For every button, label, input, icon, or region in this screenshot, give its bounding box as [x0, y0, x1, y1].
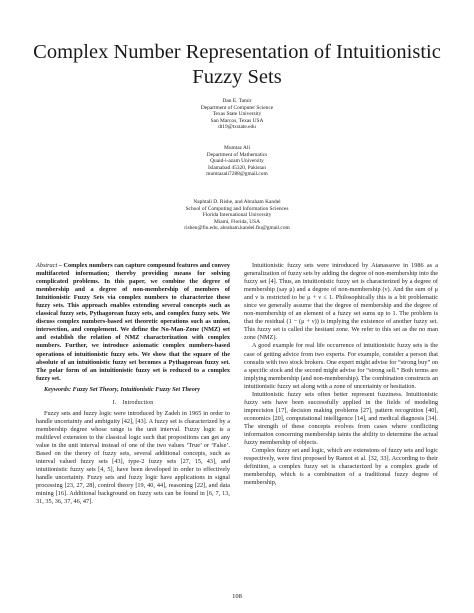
author-affiliation: School of Computing and Information Sciences	[185, 205, 289, 212]
author-name: Naphtali D. Rishe, and Abraham Kandel	[193, 199, 281, 205]
author-affiliation: Department of Mathematics	[206, 151, 268, 158]
section-heading-introduction: I. Introduction	[112, 399, 154, 406]
abstract-text: – Complex numbers can capture compound features and convey multifaceted information; thereby providing means for solving complicated problems. In this paper, we combine the degree of membership and a degree of non-membership of members of Intuitionistic Fuzzy Sets via complex numbers to characterize these fuzzy sets. This approach enables extending several concepts such as classical fuzzy sets, Pythagorean fuzzy sets, and complex fuzzy sets. We discuss complex numbers-based set theoretic operations such as union, intersection, and complement. We define the No-Man-Zone (NMZ) set and establish the relation of NMZ characterization with complex numbers. Further, we introduce axiomatic complex numbers-based operations of intuitionistic fuzzy sets. We show that the square of the absolute of an intuitionistic fuzzy set becomes a Pythagorean fuzzy set. The polar form of an intuitionistic fuzzy set is reduced to a complex fuzzy set.	[36, 262, 230, 382]
paper-title	[0, 40, 474, 90]
author-address: Miami, Florida, USA	[213, 218, 261, 225]
keywords: Keywords: Fuzzy Set Theory, Intuitionistic Fuzzy Set Theory	[44, 385, 201, 393]
body-paragraph: Fuzzy sets and fuzzy logic were introduced by Zadeh in 1965 in order to handle uncertainty and ambiguity [42], [43]. A fuzzy set is characterized by a membership degree whose range is the unit interval. Fuzzy logic is a multilevel extension to the classical logic such that propositions can get any value in the unit interval instead of one of the two values ‘True’ or ‘False’. Based on the theory of fuzzy sets, several additional concepts, such as interval valued fuzzy sets [43], type-2 fuzzy sets [27, 15, 43], and intuitionistic fuzzy sets [4, 5], have been developed in order to effectively handle uncertainty. Fuzzy sets and fuzzy logic have applications in signal processing [23, 27, 28], control theory [19, 40, 44], reasoning [22], and data mining [16]. Additional background on fuzzy sets can be found in [6, 7, 13, 31, 35, 36, 37, 46, 47].	[36, 409, 230, 506]
author-email: rishen@fiu.edu, abraham.kandel.fiu@gmail.com	[184, 225, 290, 232]
abstract-lead: Abstract	[36, 262, 58, 269]
page-number: 108	[232, 593, 242, 600]
left-column	[36, 262, 230, 506]
right-column	[244, 262, 438, 487]
author-affiliation: Department of Computer Science	[200, 104, 274, 111]
body-paragraph: Complex fuzzy set and logic, which are extensions of fuzzy sets and logic respectively, were first proposed by Ramot et al. [32, 33]. According to their definition, a complex fuzzy set is characterized by a complex grade of membership, which is a combination of a traditional fuzzy degree of membership,	[244, 447, 438, 487]
author-block-2	[0, 145, 474, 178]
title-line-2: Fuzzy Sets	[192, 66, 282, 88]
author-block-3	[0, 199, 474, 232]
title-line-1: Complex Number Representation of Intuitionistic	[33, 41, 441, 63]
author-affiliation: Quaid-i-azam University	[210, 158, 264, 165]
author-email: mumtazali7288@gmail.com	[206, 171, 268, 178]
author-affiliation: Florida International University	[202, 212, 272, 219]
abstract	[36, 262, 230, 383]
body-paragraph: A good example for real life occurrence of intuitionistic fuzzy sets is the case of getting advice from two experts. For example, consider a person that consults with two stock brokers. One expert might advise for “strong buy” on a specific stock and the second might advise for “strong sell.” Both terms are implying membership (and non-membership). The combination constructs an intuitionistic fuzzy set along with a zone of uncertainty or hesitation.	[244, 342, 438, 390]
author-email: dt19@txstate.edu	[218, 124, 256, 131]
body-paragraph: Intuitionistic fuzzy sets were introduced by Atanassove in 1986 as a generalization of fuzzy sets by adding the degree of non-membership into the fuzzy set [4]. Thus, an intuitionistic fuzzy set is characterized by a degree of membership (say μ) and a degree of non-membership (ν). And the sum of μ and ν is restricted to be μ + ν ≤ 1. Philosophically this is a bit problematic since we generally assume that the degree of membership and the degree of non-membership of an element of a fuzzy set sums up to 1. The problem is that the residual (1 − (μ + ν)) is implying the existence of another fuzzy set. This fuzzy set is called the hesitant zone. We refer to this set as the no man zone (NMZ).	[244, 262, 438, 342]
author-block-1	[0, 98, 474, 131]
author-name: Dan E. Tamir	[222, 98, 252, 104]
author-address: San Marcos, Texas USA	[210, 117, 264, 124]
body-paragraph: Intuitionistic fuzzy sets often better represent fuzziness. Intuitionistic fuzzy sets have been successfully applied in the fields of modeling imprecision [17], decision making problems [27], pattern recognition [40], economics [20], computational intelligence [14], and medical diagnosis [34]. The strength of these concepts evolves from cases where conflicting information concerning membership taints the ability to determine the actual fuzzy membership of objects.	[244, 390, 438, 447]
author-affiliation: Texas State University	[212, 111, 262, 118]
author-name: Mumtaz Ali	[224, 145, 250, 151]
author-address: Islamabad 45320, Pakistan	[208, 164, 266, 171]
